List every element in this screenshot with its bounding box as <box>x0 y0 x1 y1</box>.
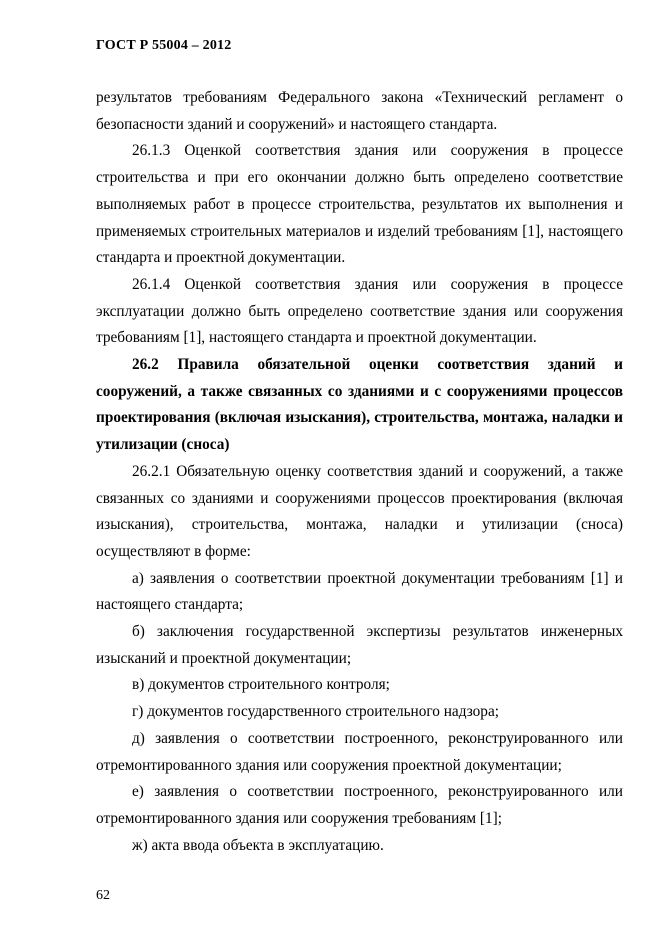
paragraph-26-1-3: 26.1.3 Оценкой соответствия здания или сооружения в процессе строительства и при его окончании должно быть определено соответствие выполняемых работ в процессе строительства, результатов их выполнения и применяемых строительных материалов и изделий требованиям [1], настоящего стандарта и проектной документации. <box>96 142 623 267</box>
list-item-v: в) документов строительного контроля; <box>132 676 390 694</box>
paragraph-continuation: результатов требованиям Федерального закона «Технический регламент о безопасности зданий и сооружений» и настоящего стандарта. <box>96 89 623 133</box>
page-number: 62 <box>96 888 110 903</box>
list-item-e: е) заявления о соответствии построенного, реконструированного или отремонтированного здания или сооружения требованиям [1]; <box>96 783 623 827</box>
document-header: ГОСТ Р 55004 – 2012 <box>96 38 232 53</box>
list-item-a: а) заявления о соответствии проектной документации требованиям [1] и настоящего стандарта; <box>96 569 623 614</box>
list-item-zh: ж) акта ввода объекта в эксплуатацию. <box>132 836 384 854</box>
section-heading-26-2: 26.2 Правила обязательной оценки соответствия зданий и сооружений, а также связанных со зданиями и с сооружениями процессов проектирования (включая изыскания), строительства, монтажа, наладки и утилизации (сноса) <box>96 356 623 454</box>
paragraph-26-2-1: 26.2.1 Обязательную оценку соответствия зданий и сооружений, а также связанных со зданиями и сооружениями процессов проектирования (включая изыскания), строительства, монтажа, наладки и утилизации (сноса) осуществляют в форме: <box>96 462 623 560</box>
paragraph-26-1-4: 26.1.4 Оценкой соответствия здания или сооружения в процессе эксплуатации должно быть определено соответствие здания или сооружения требованиям [1], настоящего стандарта и проектной документации. <box>96 275 623 347</box>
document-body <box>96 85 623 859</box>
list-item-b: б) заключения государственной экспертизы результатов инженерных изысканий и проектной документации; <box>96 623 623 667</box>
list-item-d: д) заявления о соответствии построенного, реконструированного или отремонтированного здания или сооружения проектной документации; <box>96 729 623 774</box>
list-item-g: г) документов государственного строительного надзора; <box>132 703 499 721</box>
